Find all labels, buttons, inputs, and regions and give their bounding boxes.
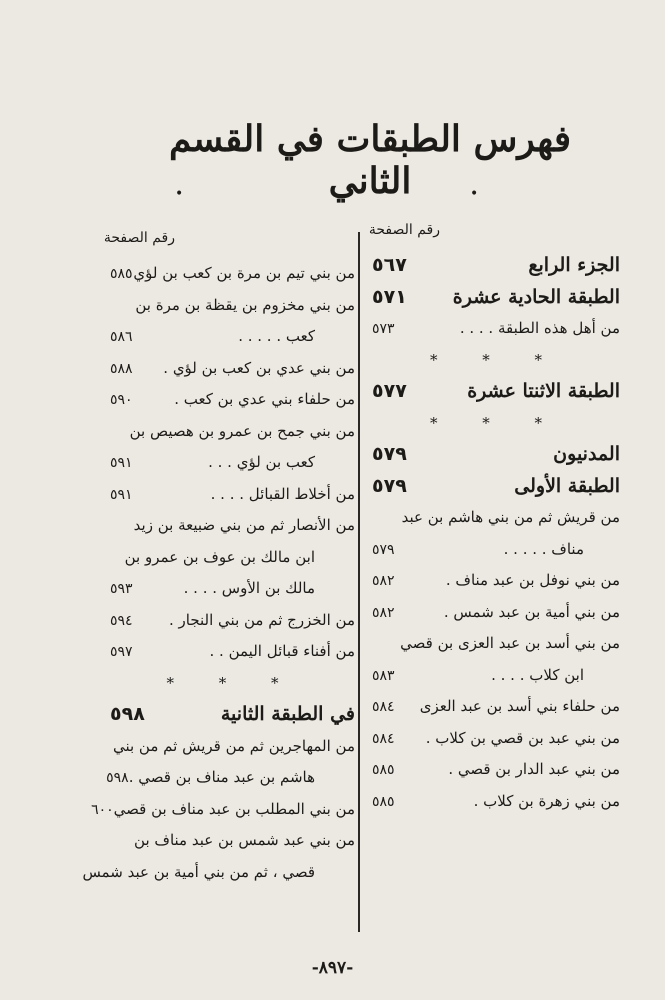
column-header: رقم الصفحة — [103, 230, 175, 246]
index-entry — [110, 321, 355, 353]
entry-title: من الخزرج ثم من بني النجار . — [168, 610, 355, 629]
entry-title: المدنيون — [553, 443, 620, 465]
entry-title: كعب بن لؤي . . . — [208, 453, 315, 471]
index-entry — [106, 762, 355, 794]
index-entry — [110, 825, 355, 857]
index-column-left — [82, 230, 355, 888]
entry-title: من بني عبد الدار بن قصي . — [448, 760, 620, 778]
entry-title: من أخلاط القبائل . . . . — [210, 484, 355, 503]
entry-title: مناف . . . . . — [503, 539, 584, 558]
entry-page-number: ٥٦٧ — [372, 254, 407, 276]
index-entry — [372, 691, 620, 723]
index-entry — [110, 479, 355, 511]
index-entry — [372, 250, 620, 282]
index-entry — [372, 754, 620, 786]
entry-page-number: ٥٩٧ — [110, 644, 133, 660]
entry-title: مالك بن الأوس . . . . — [183, 579, 315, 597]
section-separator — [372, 408, 620, 440]
index-entry — [110, 384, 355, 416]
index-entry — [110, 636, 355, 668]
index-entry — [372, 628, 620, 660]
entry-title: ابن كلاب . . . . — [491, 665, 584, 684]
index-entry — [372, 565, 620, 597]
decorative-dot: • — [470, 186, 479, 202]
index-entry — [110, 353, 355, 385]
entry-title: من بني عبد بن قصي بن كلاب . — [425, 728, 620, 747]
entry-title: من أهل هذه الطبقة . . . . — [459, 319, 620, 337]
entry-title: من بني عدي بن كعب بن لؤي . — [163, 358, 355, 377]
index-entry — [110, 731, 355, 763]
index-entry — [110, 258, 355, 290]
entry-page-number: ٥٩٤ — [110, 612, 133, 629]
entry-title: الطبقة الاثنتا عشرة — [467, 380, 620, 402]
entry-title: في الطبقة الثانية — [220, 703, 355, 725]
entry-title: هاشم بن عبد مناف بن قصي . — [128, 768, 315, 786]
entry-title: قصي ، ثم من بني أمية بن عبد شمس — [82, 862, 315, 881]
entry-page-number: ٥٧٩ — [372, 541, 395, 558]
entry-title: من بني أمية بن عبد شمس . — [443, 602, 620, 621]
entry-page-number: ٥٧٧ — [372, 380, 407, 402]
entry-title: من قريش ثم من بني هاشم بن عبد — [401, 508, 620, 526]
entry-page-number: ٥٧٩ — [372, 474, 407, 497]
entry-page-number: ٥٧٣ — [372, 321, 395, 337]
index-entry — [372, 439, 620, 471]
separator-stars: * * * — [429, 350, 563, 369]
index-entry — [372, 597, 620, 629]
entry-title: من الأنصار ثم من بني ضبيعة بن زيد — [133, 516, 355, 534]
index-entry — [110, 699, 355, 731]
entry-title: من حلفاء بني أسد بن عبد العزى — [419, 697, 620, 715]
section-separator — [372, 345, 620, 377]
index-entry — [372, 534, 620, 566]
entry-title: الجزء الرابع — [528, 254, 620, 276]
index-entry — [110, 447, 355, 479]
entry-title: كعب . . . . . — [238, 327, 315, 345]
index-entry — [372, 502, 620, 534]
index-entry — [110, 290, 355, 322]
entry-page-number: ٥٩٨ — [106, 770, 129, 786]
index-entry — [110, 605, 355, 637]
entry-title: من بني المطلب بن عبد مناف بن قصي — [113, 799, 355, 818]
entry-title: من حلفاء بني عدي بن كعب . — [174, 390, 355, 408]
index-entry — [110, 542, 355, 574]
entry-page-number: ٥٨٥ — [372, 762, 395, 778]
entry-title: من بني مخزوم بن يقظة بن مرة بن — [135, 295, 355, 314]
index-column-right — [368, 222, 620, 817]
entry-page-number: ٥٩٨ — [110, 703, 145, 725]
entry-page-number: ٥٨٤ — [372, 699, 395, 715]
decorative-dot: • — [175, 186, 184, 202]
entry-title: الطبقة الحادية عشرة — [452, 285, 620, 308]
entry-title: من بني تيم بن مرة بن كعب بن لؤي — [133, 264, 355, 282]
entry-page-number: ٥٩١ — [110, 455, 133, 471]
entry-title: من أفناء قبائل اليمن . . — [209, 642, 355, 660]
entry-title: من بني عبد شمس بن عبد مناف بن — [134, 831, 355, 849]
entry-page-number: ٥٧٩ — [372, 443, 407, 465]
index-entry — [372, 660, 620, 692]
page-number: -٨٩٧- — [311, 958, 354, 978]
entry-title: من بني زهرة بن كلاب . — [473, 791, 620, 810]
index-entry — [110, 416, 355, 448]
index-entry — [110, 510, 355, 542]
entry-page-number: ٥٧١ — [372, 285, 407, 308]
entry-page-number: ٥٨٨ — [110, 360, 133, 377]
entry-page-number: ٥٨٥ — [372, 793, 395, 810]
index-entry — [372, 723, 620, 755]
index-entry — [110, 573, 355, 605]
index-entry — [91, 794, 355, 826]
index-entry — [372, 282, 620, 314]
column-divider — [358, 232, 360, 932]
separator-stars: * * * — [166, 673, 299, 692]
entry-page-number: ٥٩١ — [110, 486, 133, 503]
index-entry — [372, 786, 620, 818]
entry-page-number: ٥٨٦ — [110, 329, 133, 345]
index-entry — [372, 376, 620, 408]
page-title: فهرس الطبقات في القسم الثاني — [168, 118, 572, 202]
entry-page-number: ٥٨٣ — [372, 667, 395, 684]
index-entry — [372, 313, 620, 345]
entry-page-number: ٥٨٢ — [372, 604, 395, 621]
section-separator — [110, 668, 355, 700]
entry-title: ابن مالك بن عوف بن عمرو بن — [124, 547, 315, 566]
entry-page-number: ٥٩٣ — [110, 581, 133, 597]
entry-page-number: ٥٨٤ — [372, 730, 395, 747]
entry-page-number: ٥٩٠ — [110, 392, 133, 408]
entry-title: من بني جمح بن عمرو بن هصيص بن — [129, 421, 355, 440]
entry-page-number: ٦٠٠ — [91, 801, 114, 818]
entry-title: الطبقة الأولى — [514, 474, 620, 497]
index-entry — [82, 857, 355, 889]
entry-page-number: ٥٨٥ — [110, 266, 133, 282]
entry-title: من بني أسد بن عبد العزى بن قصي — [400, 634, 620, 652]
entry-title: من بني نوفل بن عبد مناف . — [445, 571, 620, 589]
index-entry — [372, 471, 620, 503]
entry-page-number: ٥٨٢ — [372, 573, 395, 589]
column-header: رقم الصفحة — [368, 222, 440, 238]
separator-stars: * * * — [429, 413, 563, 432]
entry-title: من المهاجرين ثم من قريش ثم من بني — [112, 736, 355, 755]
